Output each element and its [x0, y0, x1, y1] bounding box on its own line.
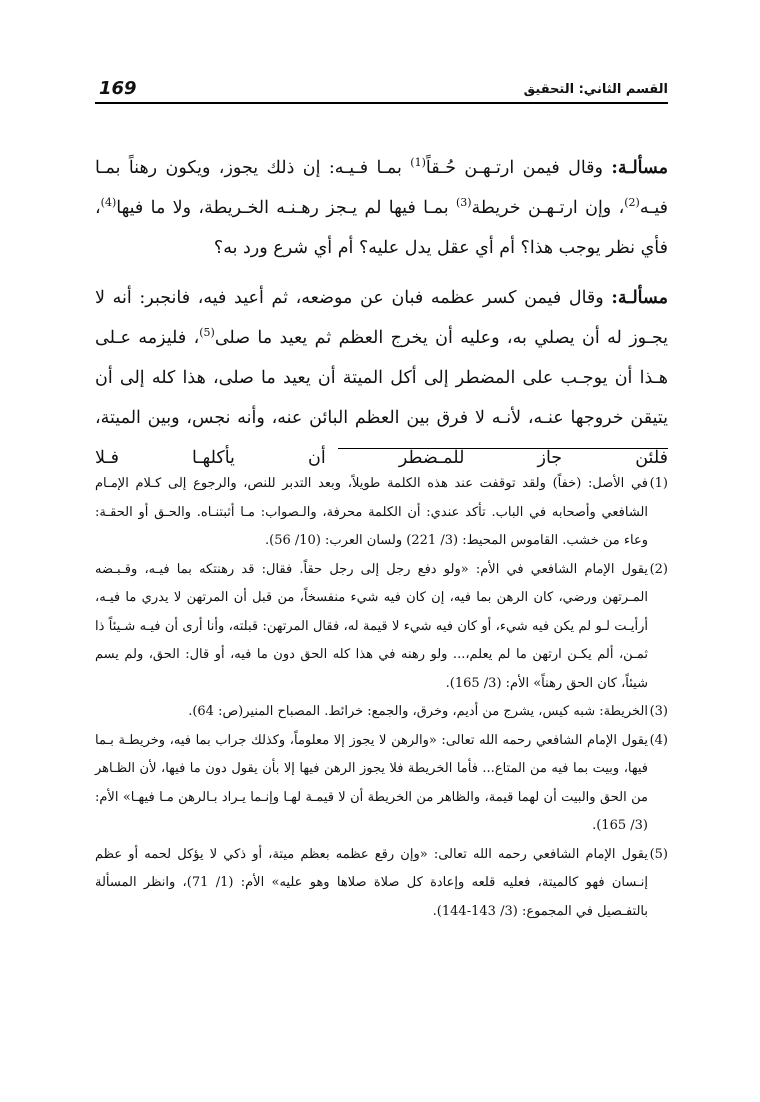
- paragraph-1: [95, 148, 668, 268]
- footnote-3: [95, 698, 668, 727]
- footnote-text: في الأصل: (خفاً) ولقد توقفت عند هذه الكلمة طويلاً، وبعد التدبر للنص، والرجوع إلى كـلام الإمـام الشافعي وأصحابه في الباب. تأكد عندي: أن الكلمة محرفة، والـصواب: مـا أثبتنـاه. والحـق أو الحقـة: وعاء من خشب. القاموس المحيط: (3/ 221) ولسان العرب: (10/ 56).: [95, 476, 648, 548]
- footnote-4: [95, 727, 668, 841]
- footnote-ref-4[interactable]: (4): [100, 196, 117, 210]
- footnote-number: (1): [649, 476, 668, 491]
- footnote-ref-2[interactable]: (2): [624, 196, 640, 210]
- footnote-ref-1[interactable]: (1): [410, 156, 426, 170]
- footnote-number: (2): [649, 561, 668, 577]
- footnote-text: يقول الإمام الشافعي رحمه الله تعالى: «والرهن لا يجوز إلا معلوماً، وكذلك جراب بما فيه، وخريطـة بـما فيها، وبيت بما فيه من المتاع... فأما الخريطة فلا يجوز الرهن فيها إلا بأن يقول دون ما فيها، لأن الظـاهر من الحق والبيت أن لهما قيمة، والظاهر من الخريطة أن لا قيمـة لهـا وإنـما يـراد بـالرهن مـا فيهـا» الأم: (3/ 165).: [95, 732, 648, 833]
- text-segment: بمـا فـيـه: إن ذلك يجوز، ويكون رهناً بمـا فيـه: [95, 158, 668, 218]
- issue-term: مسألـة:: [611, 158, 668, 178]
- text-segment: بمـا فيها لم يـجز رهـنـه الخـريطة، ولا ما فيها: [116, 198, 456, 218]
- footnote-number: (4): [649, 732, 668, 748]
- text-segment: ، وإن ارتـهـن خريطة: [471, 198, 625, 218]
- footnote-number: (3): [649, 704, 668, 719]
- footnote-separator: [338, 448, 668, 449]
- footnote-text: يقول الإمام الشافعي رحمه الله تعالى: «وإن رقع عظمه بعظم ميتة، أو ذكي لا يؤكل لحمه أو عظم إنـسان فهو كالميتة، فعليه قلعه وإعادة كل صلاة صلاها وهو عليه» الأم: (1/ 71)، وانظر المسألة بالتفـصيل في المجموع: (3/ 143-144).: [95, 846, 648, 919]
- text-segment: ، فليزمه عـلى هـذا أن يوجـب على المضطر إلى أكل الميتة أن يعيد ما صلى، هذا كله إلى أن يتيقن خروجها عنـه، لأنـه لا فرق بين العظم البائن عنه، وأنه نجس، وبين الميتة، فلئن جاز للمـضطر أن يأكلهـا فـلا: [95, 328, 668, 468]
- footnote-ref-3[interactable]: (3): [455, 196, 472, 210]
- issue-term: مسألـة:: [611, 288, 668, 308]
- footnote-5: [95, 841, 668, 927]
- footnote-1: [95, 470, 668, 556]
- footnote-ref-5[interactable]: (5): [199, 326, 215, 340]
- footnote-text: الخريطة: شبه كيس، يشرج من أديم، وخرق، والجمع: خرائط. المصباح المنير(ص: 64).: [188, 704, 648, 719]
- text-segment: ، فأي نظر يوجب هذا؟ أم أي عقل يدل عليه؟ أم أي شرع ورد به؟: [95, 198, 668, 258]
- page-header: [95, 72, 668, 104]
- footnote-text: يقول الإمام الشافعي في الأم: «ولو دفع رجل إلى رجل حقاً. فقال: قد رهنتكه بما فيـه، وقـبـضه المـرتهن ورضي، كان الرهن بما فيه، إن كان فيه شيء منفسخاً، من قبل أن المرتهن لا يدري ما فيـه، أرأيـت لـو لم يكن فيه شيء، أو كان فيه شيء لا قيمة له، فقال المرتهن: قبلته، وأنا أرى أن فيـه شـيئاً ذا ثمـن، ألم يكـن ارتهن ما لم يعلم،... ولو رهنه في هذا كله الحق دون ما فيه، أو قال: الحق، ولم يسم شيئاً، كان الحق رهناً» الأم: (3/ 165).: [95, 561, 648, 691]
- page-number: 169: [99, 78, 137, 99]
- footnote-2: [95, 556, 668, 699]
- text-segment: وقال فيمن كسر عظمه فبان عن موضعه، ثم أعيد فيه، فانجبر: أنه لا يجـوز له أن يصلي به، وعليه أن يخرج العظم ثم يعيد ما صلى: [95, 288, 668, 348]
- text-segment: وقال فيمن ارتـهـن حُـقاً: [425, 158, 612, 178]
- footnote-number: (5): [649, 846, 668, 862]
- main-text: [95, 148, 668, 488]
- running-title: القسم الثاني: التحقيق: [523, 82, 668, 97]
- footnotes: [95, 470, 668, 926]
